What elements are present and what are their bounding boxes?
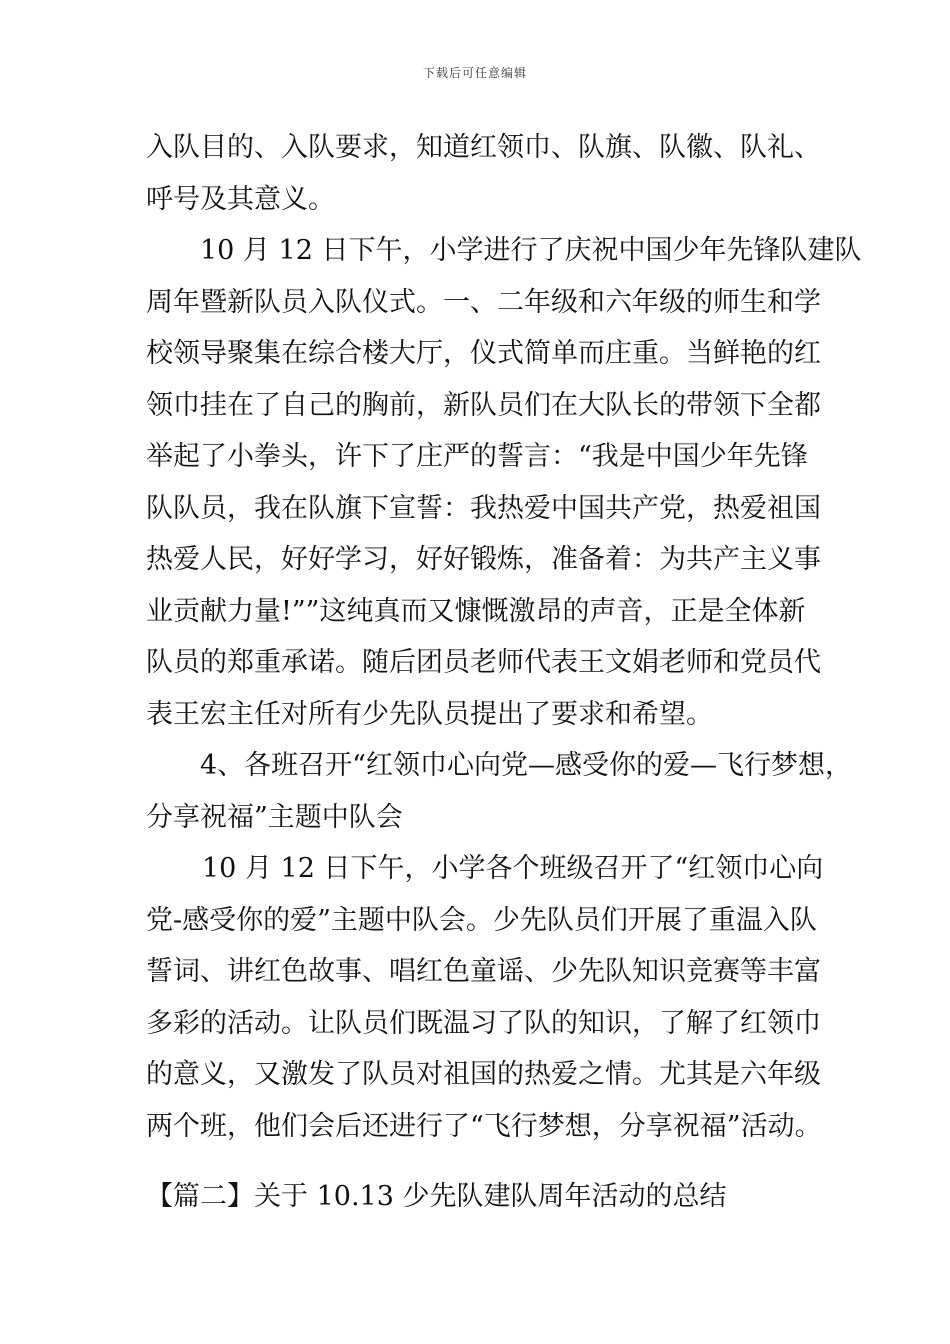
body-text: [146, 122, 862, 1152]
paragraph-line: 誓词、讲红色故事、唱红色童谣、少先队知识竞赛等丰富: [146, 956, 821, 987]
paragraph-line: 队员的郑重承诺。随后团员老师代表王文娟老师和党员代: [146, 647, 821, 678]
paragraph-line: 多彩的活动。让队员们既温习了队的知识，了解了红领巾: [146, 1007, 821, 1039]
paragraph-line: 入队目的、入队要求，知道红领巾、队旗、队徽、队礼、: [146, 132, 821, 163]
paragraph-line: 周年暨新队员入队仪式。一、二年级和六年级的师生和学: [146, 286, 821, 318]
paragraph-line: 呼号及其意义。: [146, 183, 335, 215]
header-note: 下载后可任意编辑: [422, 66, 527, 80]
paragraph-line: 表王宏主任对所有少先队员提出了要求和希望。: [146, 698, 713, 730]
paragraph-line: 分享祝福”主题中队会: [146, 801, 403, 833]
paragraph-line: 两个班，他们会后还进行了“飞行梦想，分享祝福”活动。: [146, 1110, 822, 1142]
paragraph-line: 业贡献力量!””这纯真而又慷慨激昂的声音，正是全体新: [146, 595, 806, 627]
paragraph-line: 举起了小拳头，许下了庄严的誓言：“我是中国少年先锋: [146, 441, 808, 472]
section-title: 【篇二】关于 10.13 少先队建队周年活动的总结: [146, 1181, 727, 1212]
paragraph-line: 队队员，我在队旗下宣誓：我热爱中国共产党，热爱祖国: [146, 492, 821, 524]
paragraph-line: 领巾挂在了自己的胸前，新队员们在大队长的带领下全都: [146, 389, 821, 421]
paragraph-line: 热爱人民，好好学习，好好锻炼，准备着：为共产主义事: [146, 544, 821, 575]
paragraph-line: 4、各班召开“红领巾心向党—感受你的爱—飞行梦想，: [200, 750, 852, 781]
paragraph-line: 10 月 12 日下午，小学进行了庆祝中国少年先锋队建队: [200, 235, 862, 266]
paragraph-line: 校领导聚集在综合楼大厅，仪式简单而庄重。当鲜艳的红: [146, 338, 821, 369]
paragraph-line: 10 月 12 日下午，小学各个班级召开了“红领巾心向: [202, 853, 824, 884]
paragraph-line: 党-感受你的爱”主题中队会。少先队员们开展了重温入队: [146, 904, 817, 936]
paragraph-line: 的意义，又激发了队员对祖国的热爱之情。尤其是六年级: [146, 1059, 821, 1090]
